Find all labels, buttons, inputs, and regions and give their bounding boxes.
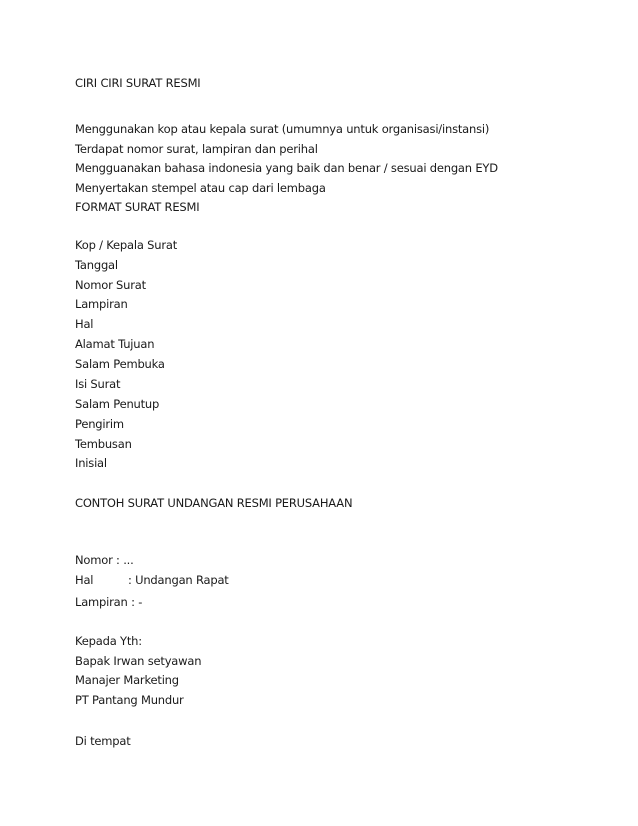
section-heading-ciri: CIRI CIRI SURAT RESMI (75, 76, 201, 90)
list-item: Terdapat nomor surat, lampiran dan perihal (75, 142, 318, 156)
list-item: Salam Penutup (75, 397, 160, 411)
letter-hal-label: Hal (75, 573, 94, 587)
list-item: Tanggal (75, 258, 118, 272)
letter-hal-value: : Undangan Rapat (128, 573, 229, 587)
list-item: Kop / Kepala Surat (75, 238, 178, 252)
letter-kepada: Kepada Yth: (75, 634, 142, 648)
letter-di-tempat: Di tempat (75, 734, 131, 748)
letter-nomor: Nomor : ... (75, 553, 134, 567)
list-item: Pengirim (75, 417, 124, 431)
list-item: Nomor Surat (75, 278, 146, 292)
section-heading-contoh: CONTOH SURAT UNDANGAN RESMI PERUSAHAAN (75, 496, 353, 510)
list-item: Hal (75, 317, 94, 331)
letter-recipient-company: PT Pantang Mundur (75, 693, 184, 707)
list-item: Lampiran (75, 297, 128, 311)
list-item: Menyertakan stempel atau cap dari lembaga (75, 181, 326, 195)
list-item: Isi Surat (75, 377, 121, 391)
letter-hal (75, 573, 229, 587)
list-item: Mengguanakan bahasa indonesia yang baik dan benar / sesuai dengan EYD (75, 161, 498, 175)
letter-recipient-name: Bapak Irwan setyawan (75, 654, 202, 668)
letter-lampiran: Lampiran : - (75, 595, 143, 609)
list-item: Tembusan (75, 437, 132, 451)
list-item: Alamat Tujuan (75, 337, 155, 351)
section-heading-format: FORMAT SURAT RESMI (75, 200, 200, 214)
list-item: Salam Pembuka (75, 357, 165, 371)
list-item: Inisial (75, 456, 107, 470)
letter-recipient-title: Manajer Marketing (75, 673, 179, 687)
list-item: Menggunakan kop atau kepala surat (umumnya untuk organisasi/instansi) (75, 122, 490, 136)
